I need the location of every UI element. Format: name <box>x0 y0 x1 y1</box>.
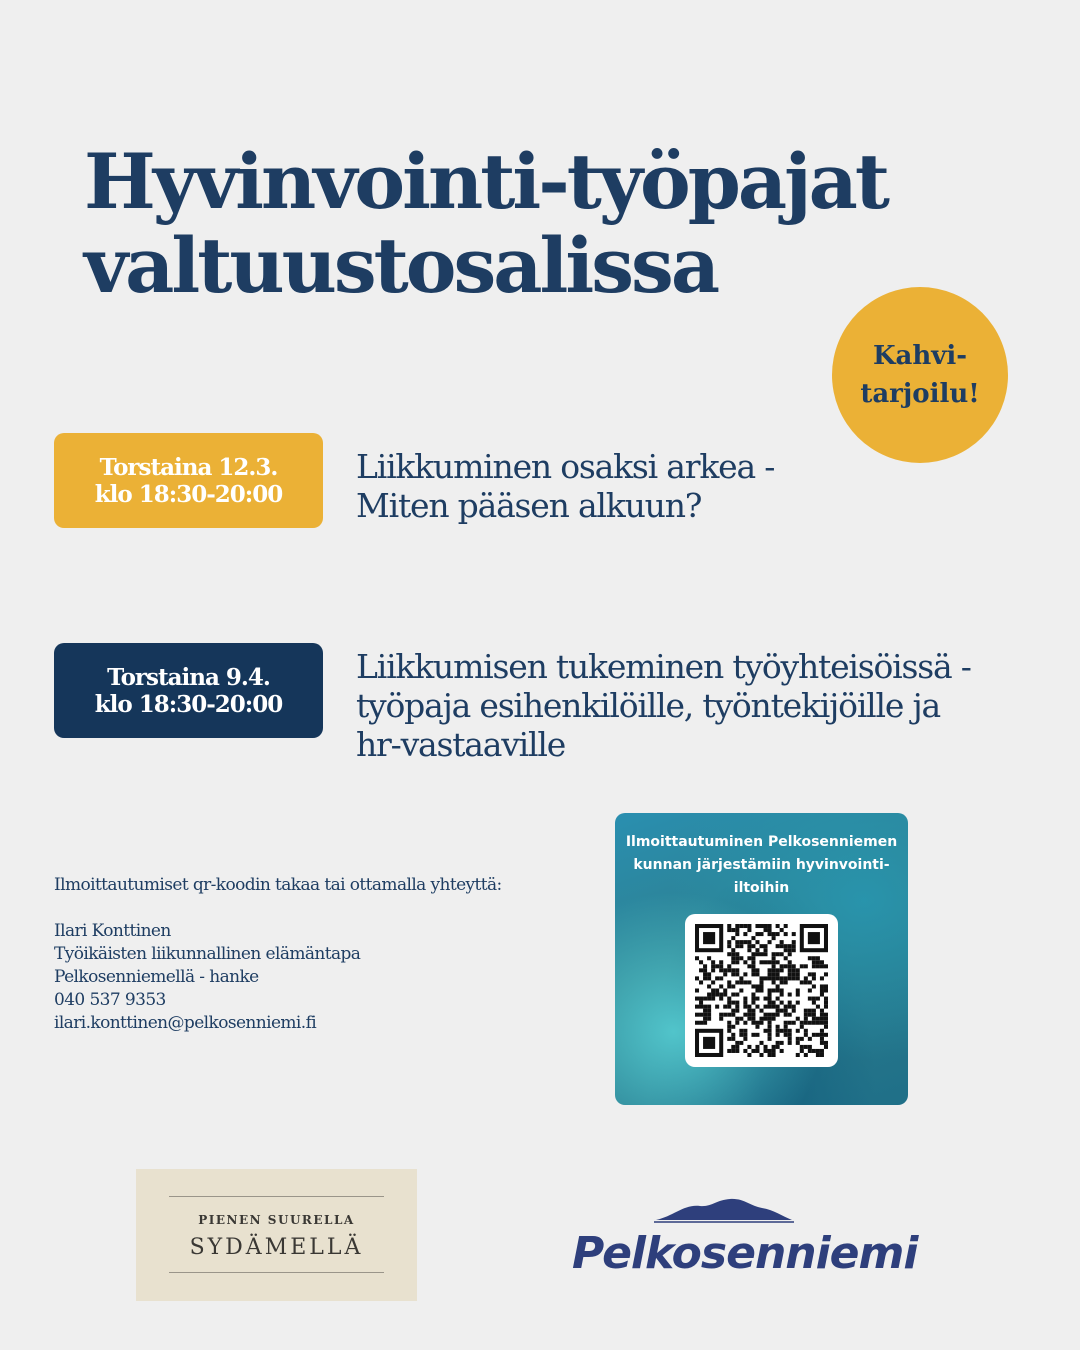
contact-info <box>54 874 574 1035</box>
qr-code-icon <box>695 924 828 1057</box>
session-2-topic-line: hr-vastaaville <box>356 725 566 764</box>
session-2-topic-line: työpaja esihenkilöille, työntekijöille ja <box>356 686 941 725</box>
registration-qr-card[interactable] <box>615 813 908 1105</box>
session-1-day: Torstaina 12.3. <box>99 453 278 481</box>
session-2-time: klo 18:30-20:00 <box>94 690 283 718</box>
qr-caption-line: kunnan järjestämiin hyvinvointi- <box>633 857 890 873</box>
fell-silhouette-icon <box>654 1196 794 1226</box>
session-2-date-box <box>54 643 323 738</box>
logo-divider-top <box>169 1196 384 1197</box>
contact-intro: Ilmoittautumiset qr-koodin takaa tai ottamalla yhteyttä: <box>54 875 502 895</box>
session-1-time: klo 18:30-20:00 <box>94 480 283 508</box>
contact-spacer <box>54 897 574 920</box>
logo-big-text: SYDÄMELLÄ <box>189 1235 364 1260</box>
session-1-topic-line: Liikkuminen osaksi arkea - <box>356 447 775 486</box>
logo-divider-bottom <box>169 1272 384 1273</box>
session-1-topic-line: Miten pääsen alkuun? <box>356 486 702 525</box>
session-1-date-box <box>54 433 323 528</box>
session-2-topic-line: Liikkumisen tukeminen työyhteisöissä - <box>356 647 971 686</box>
contact-email: ilari.konttinen@pelkosenniemi.fi <box>54 1013 317 1033</box>
qr-caption <box>623 831 900 900</box>
session-1-topic <box>356 447 1056 525</box>
contact-phone: 040 537 9353 <box>54 990 166 1010</box>
title-line-2: valtuustosalissa <box>84 221 718 310</box>
coffee-badge <box>832 287 1008 463</box>
session-2-day: Torstaina 9.4. <box>107 663 270 691</box>
badge-line-2: tarjoilu! <box>860 379 980 409</box>
contact-name: Ilari Konttinen <box>54 921 171 941</box>
badge-line-1: Kahvi- <box>872 341 968 371</box>
title-line-1: Hyvinvointi-työpajat <box>84 137 887 226</box>
page-title <box>84 137 1004 310</box>
contact-project-line-2: Pelkosenniemellä - hanke <box>54 967 259 987</box>
pelkosenniemi-wordmark: Pelkosenniemi <box>572 1228 918 1279</box>
contact-project-line-1: Työikäisten liikunnallinen elämäntapa <box>54 944 361 964</box>
qr-caption-line: iltoihin <box>733 880 790 896</box>
session-2-topic <box>356 647 1056 764</box>
pelkosenniemi-logo <box>568 1196 918 1292</box>
pienen-suurella-sydamella-logo <box>136 1169 417 1301</box>
logo-small-text: PIENEN SUURELLA <box>198 1213 355 1227</box>
qr-caption-line: Ilmoittautuminen Pelkosenniemen <box>625 834 898 850</box>
qr-code-frame[interactable] <box>685 914 838 1067</box>
